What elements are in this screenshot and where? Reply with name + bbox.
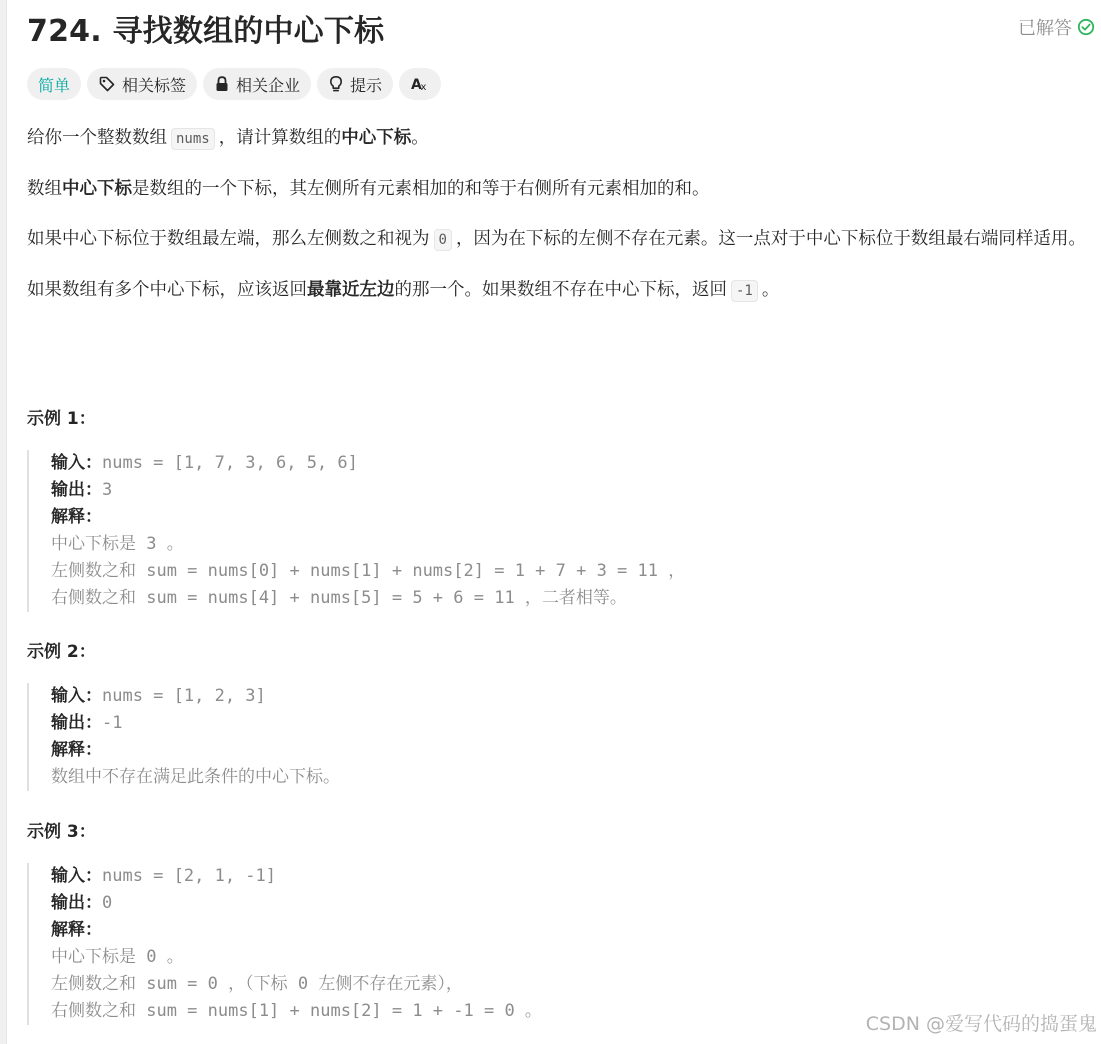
description-text: 。 <box>411 128 429 148</box>
example-explanation-line: 右侧数之和 sum = nums[4] + nums[5] = 5 + 6 = 11 ，二者相等。 <box>51 588 627 608</box>
output-label: 输出： <box>51 480 102 500</box>
example-explanation-label-line <box>51 504 685 531</box>
example-input-value: nums = [2, 1, -1] <box>102 866 276 886</box>
check-circle-icon <box>1077 18 1095 36</box>
example-explanation-line: 左侧数之和 sum = 0 ，（下标 0 左侧不存在元素）， <box>51 974 463 994</box>
example-output-value: -1 <box>102 713 123 733</box>
example-explanation-line: 数组中不存在满足此条件的中心下标。 <box>51 767 340 787</box>
difficulty-label: 简单 <box>38 75 71 95</box>
related-companies-button[interactable] <box>203 68 311 100</box>
solved-status <box>1018 14 1095 40</box>
example-explanation-label-line <box>51 737 340 764</box>
example-explanation-line: 中心下标是 0 。 <box>51 947 184 967</box>
example-explanation-line: 中心下标是 3 。 <box>51 534 184 554</box>
translate-icon <box>410 75 430 93</box>
tag-icon <box>98 75 116 93</box>
inline-code: -1 <box>731 280 758 302</box>
lightbulb-icon <box>328 75 344 93</box>
svg-text:x: x <box>420 82 427 93</box>
watermark: CSDN @爱写代码的捣蛋鬼 <box>865 1013 1097 1035</box>
example-explanation-line: 左侧数之和 sum = nums[0] + nums[1] + nums[2] = 1 + 7 + 3 = 11 ， <box>51 561 686 581</box>
description-text: 如果数组有多个中心下标，应该返回 <box>27 280 307 300</box>
bold-term: 中心下标 <box>62 179 132 199</box>
explanation-label: 解释： <box>51 920 102 940</box>
translate-button[interactable] <box>399 68 441 100</box>
example-1-block <box>27 450 685 612</box>
description-text: 如果中心下标位于数组最左端，那么左侧数之和视为 <box>27 229 430 249</box>
problem-tags-bar <box>27 68 441 100</box>
example-explanation-label-line <box>51 917 542 944</box>
description-paragraph <box>27 124 1095 153</box>
example-3-title: 示例 3： <box>27 822 96 842</box>
example-input-line <box>51 863 542 890</box>
lock-icon <box>214 75 230 93</box>
bold-term: 最靠近左边 <box>307 280 395 300</box>
example-input-value: nums = [1, 7, 3, 6, 5, 6] <box>102 453 358 473</box>
example-explanation-line: 右侧数之和 sum = nums[1] + nums[2] = 1 + -1 = 0 。 <box>51 1001 542 1021</box>
description-paragraph <box>27 175 1095 203</box>
bold-term: 中心下标 <box>341 128 412 148</box>
output-label: 输出： <box>51 713 102 733</box>
left-panel-border <box>0 0 7 1044</box>
example-output-value: 0 <box>102 893 113 913</box>
description-text: 给你一个整数数组 <box>27 128 167 148</box>
example-2-title: 示例 2： <box>27 642 96 662</box>
example-2-block <box>27 683 340 791</box>
input-label: 输入： <box>51 686 102 706</box>
inline-code: 0 <box>434 229 452 251</box>
example-3-block <box>27 863 542 1025</box>
explanation-label: 解释： <box>51 507 102 527</box>
description-text: 。 <box>761 280 780 300</box>
description-paragraph <box>27 225 1095 254</box>
inline-code: nums <box>171 128 215 150</box>
example-output-value: 3 <box>102 480 113 500</box>
example-input-value: nums = [1, 2, 3] <box>102 686 266 706</box>
explanation-label: 解释： <box>51 740 102 760</box>
solved-status-label: 已解答 <box>1018 18 1072 39</box>
description-text: 是数组的一个下标，其左侧所有元素相加的和等于右侧所有元素相加的和。 <box>132 179 710 199</box>
input-label: 输入： <box>51 866 102 886</box>
hint-button[interactable] <box>317 68 393 100</box>
example-output-line <box>51 890 542 917</box>
related-tags-label: 相关标签 <box>122 75 187 95</box>
input-label: 输入： <box>51 453 102 473</box>
related-tags-button[interactable] <box>87 68 197 100</box>
problem-description <box>27 124 1095 327</box>
description-text: 的那一个。如果数组不存在中心下标，返回 <box>394 280 727 300</box>
hint-label: 提示 <box>350 75 383 95</box>
related-companies-label: 相关企业 <box>236 75 301 95</box>
output-label: 输出： <box>51 893 102 913</box>
difficulty-badge[interactable] <box>27 68 81 100</box>
example-output-line <box>51 710 340 737</box>
problem-title: 724. 寻找数组的中心下标 <box>27 14 385 49</box>
example-input-line <box>51 683 340 710</box>
description-text: ，因为在下标的左侧不存在元素。这一点对于中心下标位于数组最右端同样适用。 <box>455 229 1086 249</box>
description-paragraph <box>27 276 1095 305</box>
svg-text:A: A <box>411 77 422 93</box>
description-text: ，请计算数组的 <box>218 128 342 148</box>
example-input-line <box>51 450 685 477</box>
description-text: 数组 <box>27 179 62 199</box>
example-1-title: 示例 1： <box>27 409 96 429</box>
example-output-line <box>51 477 685 504</box>
